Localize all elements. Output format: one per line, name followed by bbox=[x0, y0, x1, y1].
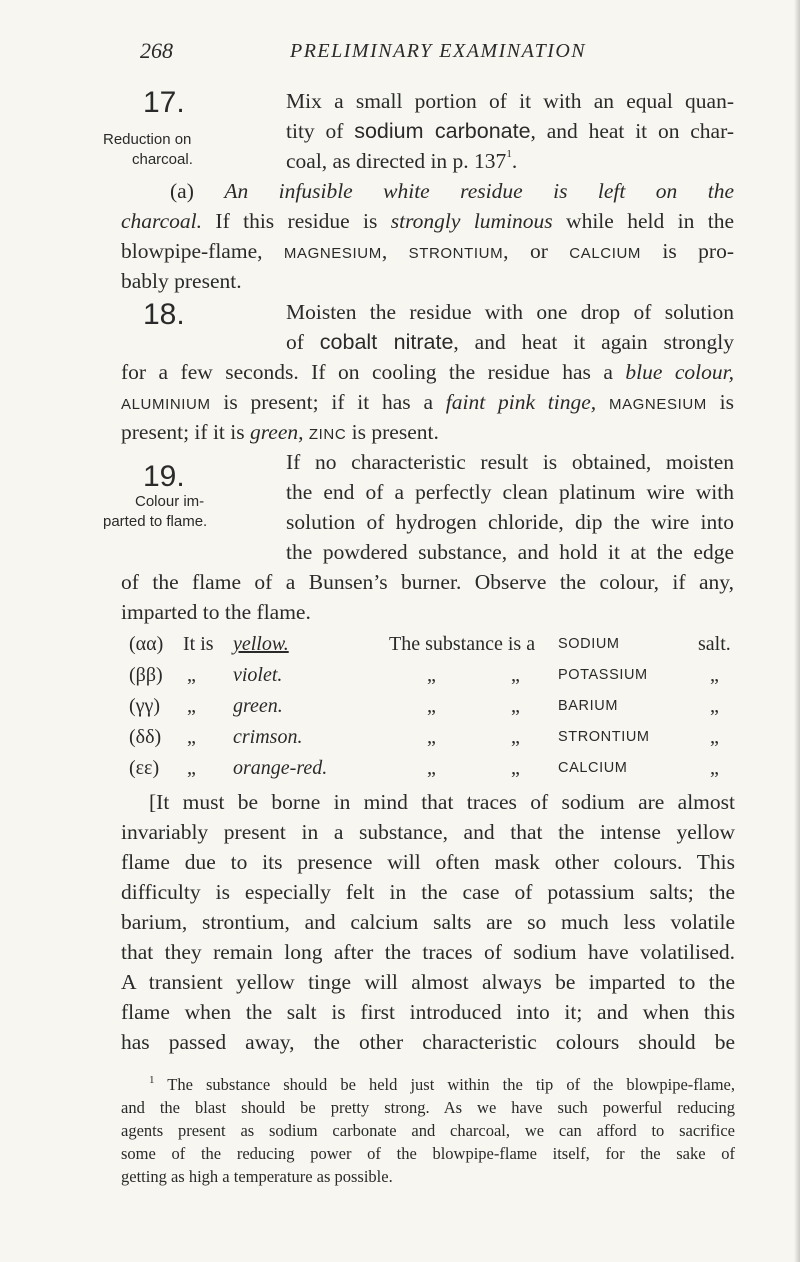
row-element: STRONTIUM bbox=[558, 729, 650, 745]
ditto-mark: „ bbox=[511, 664, 520, 686]
salt-label: salt. bbox=[698, 633, 731, 655]
note-line-5: barium, strontium, and calcium salts are so much less volatile bbox=[121, 910, 735, 934]
row-colour: orange-red. bbox=[233, 757, 328, 779]
margin-note-colour-1: Colour im- bbox=[135, 493, 205, 510]
note-line-8: flame when the salt is first introduced into it; and when this bbox=[121, 1000, 735, 1024]
ditto-mark: „ bbox=[187, 757, 196, 779]
s17-line-1: Mix a small portion of it with an equal quan- bbox=[286, 89, 734, 113]
substance-label: The substance is a bbox=[389, 633, 536, 655]
page-header bbox=[0, 38, 800, 68]
footnote-line-2: and the blast should be pretty strong. As we have such powerful reducing bbox=[121, 1098, 735, 1117]
row-colour: yellow. bbox=[233, 633, 289, 655]
row-element: SODIUM bbox=[558, 636, 620, 652]
ditto-mark: „ bbox=[427, 726, 436, 748]
flame-row-sodium bbox=[121, 634, 741, 656]
footnote-ref: 1 bbox=[506, 148, 512, 160]
note-line-2: invariably present in a substance, and that the intense yellow bbox=[121, 820, 735, 844]
s18-line-2: of cobalt nitrate, and heat it again strongly bbox=[286, 330, 734, 354]
s19-line-2: the end of a perfectly clean platinum wire with bbox=[286, 480, 734, 504]
row-label: (ββ) bbox=[129, 664, 163, 686]
row-label: (αα) bbox=[129, 633, 164, 655]
s19-line-3: solution of hydrogen chloride, dip the wire into bbox=[286, 510, 734, 534]
para-a-line-4: bably present. bbox=[121, 269, 242, 293]
note-line-7: A transient yellow tinge will almost always be imparted to the bbox=[121, 970, 735, 994]
s19-line-6: imparted to the flame. bbox=[121, 600, 311, 624]
footnote-line-1: $^1$ The substance should be held just within the tip of the blowpipe-flame, bbox=[149, 1074, 735, 1094]
para-a-line-3: blowpipe-flame, MAGNESIUM, STRONTIUM, or CALCIUM is pro- bbox=[121, 239, 734, 263]
row-element: CALCIUM bbox=[558, 760, 628, 776]
flame-row-calcium bbox=[121, 758, 741, 780]
it-is-label: It is bbox=[183, 633, 214, 655]
row-label: (γγ) bbox=[129, 695, 160, 717]
s18-line-5: present; if it is green, ZINC is present. bbox=[121, 420, 439, 444]
margin-note-reduction-1: Reduction on bbox=[103, 131, 192, 148]
note-line-6: that they remain long after the traces of sodium have volatilised. bbox=[121, 940, 735, 964]
row-element: BARIUM bbox=[558, 698, 618, 714]
margin-note-reduction-2: charcoal. bbox=[132, 151, 193, 168]
ditto-mark: „ bbox=[187, 726, 196, 748]
note-line-9: has passed away, the other characteristic colours should be bbox=[121, 1030, 735, 1054]
note-line-4: difficulty is especially felt in the case of potassium salts; the bbox=[121, 880, 735, 904]
ditto-mark: „ bbox=[710, 695, 719, 717]
s19-line-1: If no characteristic result is obtained, moisten bbox=[286, 450, 734, 474]
ditto-mark: „ bbox=[187, 664, 196, 686]
ditto-mark: „ bbox=[427, 757, 436, 779]
s19-line-4: the powdered substance, and hold it at the edge bbox=[286, 540, 734, 564]
row-label: (δδ) bbox=[129, 726, 162, 748]
s17-line-2: tity of sodium carbonate, and heat it on char- bbox=[286, 119, 734, 143]
ditto-mark: „ bbox=[511, 726, 520, 748]
row-element: POTASSIUM bbox=[558, 667, 648, 683]
ditto-mark: „ bbox=[511, 695, 520, 717]
s18-line-3: for a few seconds. If on cooling the residue has a blue colour, bbox=[121, 360, 734, 384]
s18-line-1: Moisten the residue with one drop of solution bbox=[286, 300, 734, 324]
row-colour: green. bbox=[233, 695, 283, 717]
page-edge-shadow bbox=[794, 0, 800, 1262]
s18-line-4: ALUMINIUM is present; if it has a faint pink tinge, MAGNESIUM is bbox=[121, 390, 735, 414]
section-number-19: 19. bbox=[143, 460, 185, 493]
note-line-3: flame due to its presence will often mask other colours. This bbox=[121, 850, 735, 874]
ditto-mark: „ bbox=[710, 757, 719, 779]
flame-row-potassium bbox=[121, 665, 741, 687]
note-line-1: [It must be borne in mind that traces of sodium are almost bbox=[149, 790, 735, 814]
footnote-line-3: agents present as sodium carbonate and charcoal, we can afford to sacrifice bbox=[121, 1121, 735, 1140]
section-number-17: 17. bbox=[143, 86, 185, 119]
row-colour: violet. bbox=[233, 664, 283, 686]
row-label: (εε) bbox=[129, 757, 160, 779]
para-a-line-2: charcoal. If this residue is strongly luminous while held in the bbox=[121, 209, 734, 233]
flame-row-strontium bbox=[121, 727, 741, 749]
ditto-mark: „ bbox=[427, 695, 436, 717]
ditto-mark: „ bbox=[427, 664, 436, 686]
margin-note-colour-2: parted to flame. bbox=[103, 513, 208, 530]
ditto-mark: „ bbox=[710, 726, 719, 748]
s19-line-5: of the flame of a Bunsen’s burner. Observe the colour, if any, bbox=[121, 570, 734, 594]
page-number: 268 bbox=[140, 38, 173, 63]
row-colour: crimson. bbox=[233, 726, 303, 748]
flame-row-barium bbox=[121, 696, 741, 718]
footnote-line-5: getting as high a temperature as possible. bbox=[121, 1167, 393, 1186]
footnote-line-4: some of the reducing power of the blowpipe-flame itself, for the sake of bbox=[121, 1144, 735, 1163]
ditto-mark: „ bbox=[187, 695, 196, 717]
ditto-mark: „ bbox=[511, 757, 520, 779]
para-a-line-1: (a) An infusible white residue is left on the bbox=[170, 179, 734, 203]
s17-line-3: coal, as directed in p. $137^1$. bbox=[286, 148, 518, 173]
footnote-marker: 1 bbox=[149, 1074, 155, 1086]
section-number-18: 18. bbox=[143, 298, 185, 331]
ditto-mark: „ bbox=[710, 664, 719, 686]
running-title: PRELIMINARY EXAMINATION bbox=[290, 40, 587, 62]
